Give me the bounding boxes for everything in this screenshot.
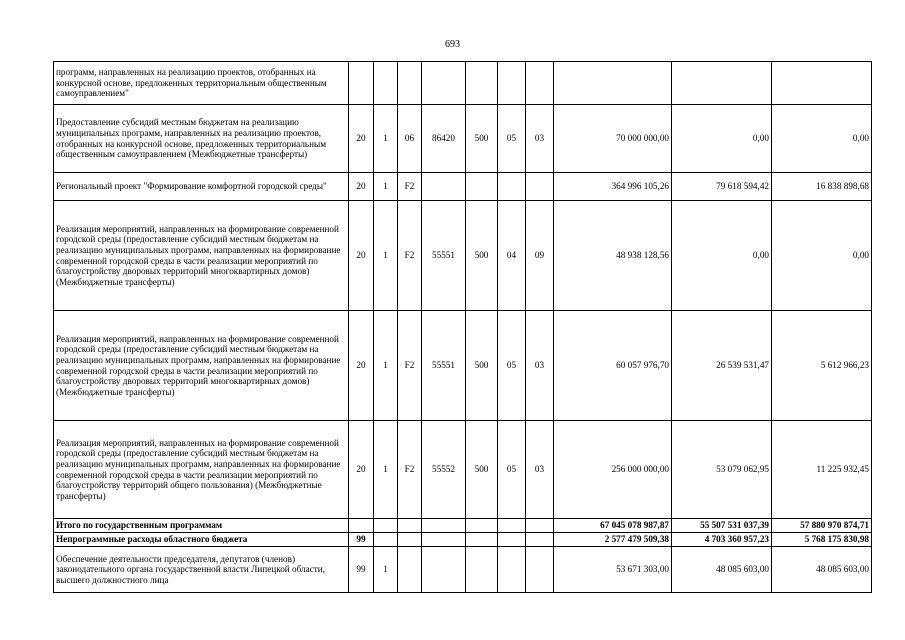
cell-amount-year1: 48 938 128,56 bbox=[554, 201, 672, 311]
cell-amount-year3: 16 838 898,68 bbox=[772, 173, 872, 201]
row-description: Региональный проект "Формирование комфортной городской среды" bbox=[54, 173, 349, 201]
cell-direction bbox=[422, 519, 466, 533]
cell-direction bbox=[422, 173, 466, 201]
page-number: 693 bbox=[445, 39, 460, 50]
cell-amount-year2: 26 539 531,47 bbox=[672, 311, 772, 421]
cell-subsection bbox=[526, 519, 554, 533]
cell-expense-type bbox=[466, 533, 498, 547]
cell-subsection: 03 bbox=[526, 421, 554, 519]
cell-amount-year2 bbox=[672, 62, 772, 105]
cell-amount-year2: 0,00 bbox=[672, 201, 772, 311]
table-row bbox=[54, 533, 872, 547]
cell-section bbox=[498, 533, 526, 547]
row-description: Реализация мероприятий, направленных на формирование современной городской среды (предоставление субсидий местным бюджетам на реализацию муниципальных программ, направленных на формирование современной городской среды в части реализации мероприятий по благоустройству дворовых территорий многоквартирных домов) (Межбюджетные трансферты) bbox=[54, 201, 349, 311]
cell-amount-year2: 4 703 360 957,23 bbox=[672, 533, 772, 547]
cell-section: 05 bbox=[498, 421, 526, 519]
cell-subsection bbox=[526, 533, 554, 547]
cell-program: 20 bbox=[349, 201, 374, 311]
cell-subprogram: 1 bbox=[374, 173, 398, 201]
cell-direction: 55551 bbox=[422, 201, 466, 311]
cell-amount-year1: 2 577 479 509,38 bbox=[554, 533, 672, 547]
table-row bbox=[54, 519, 872, 533]
cell-expense-type bbox=[466, 547, 498, 593]
cell-main-activity bbox=[398, 62, 422, 105]
cell-amount-year3 bbox=[772, 62, 872, 105]
cell-amount-year3: 5 768 175 830,98 bbox=[772, 533, 872, 547]
cell-main-activity bbox=[398, 547, 422, 593]
cell-amount-year3: 0,00 bbox=[772, 105, 872, 173]
cell-direction bbox=[422, 533, 466, 547]
cell-amount-year1: 364 996 105,26 bbox=[554, 173, 672, 201]
cell-subsection bbox=[526, 62, 554, 105]
table-row bbox=[54, 311, 872, 421]
cell-expense-type bbox=[466, 62, 498, 105]
cell-expense-type bbox=[466, 519, 498, 533]
cell-section: 05 bbox=[498, 311, 526, 421]
cell-direction: 55551 bbox=[422, 311, 466, 421]
cell-main-activity: F2 bbox=[398, 201, 422, 311]
cell-subsection: 09 bbox=[526, 201, 554, 311]
cell-amount-year1: 256 000 000,00 bbox=[554, 421, 672, 519]
cell-direction: 86420 bbox=[422, 105, 466, 173]
cell-section: 04 bbox=[498, 201, 526, 311]
cell-subprogram: 1 bbox=[374, 105, 398, 173]
cell-subsection: 03 bbox=[526, 311, 554, 421]
cell-section: 05 bbox=[498, 105, 526, 173]
cell-program bbox=[349, 519, 374, 533]
budget-table bbox=[53, 61, 872, 593]
cell-direction: 55552 bbox=[422, 421, 466, 519]
row-description: Обеспечение деятельности председателя, депутатов (членов) законодательного органа государственной власти Липецкой области, высшего должностного лица bbox=[54, 547, 349, 593]
cell-amount-year2: 79 618 594,42 bbox=[672, 173, 772, 201]
cell-program: 20 bbox=[349, 105, 374, 173]
cell-subprogram: 1 bbox=[374, 547, 398, 593]
row-description: Непрограммные расходы областного бюджета bbox=[54, 533, 349, 547]
cell-program bbox=[349, 62, 374, 105]
cell-amount-year3: 0,00 bbox=[772, 201, 872, 311]
cell-amount-year3: 5 612 966,23 bbox=[772, 311, 872, 421]
table-row bbox=[54, 201, 872, 311]
cell-amount-year2: 0,00 bbox=[672, 105, 772, 173]
cell-main-activity: 06 bbox=[398, 105, 422, 173]
cell-expense-type: 500 bbox=[466, 311, 498, 421]
cell-amount-year1: 67 045 078 987,87 bbox=[554, 519, 672, 533]
cell-subprogram: 1 bbox=[374, 421, 398, 519]
cell-main-activity: F2 bbox=[398, 173, 422, 201]
cell-subprogram: 1 bbox=[374, 201, 398, 311]
cell-amount-year1 bbox=[554, 62, 672, 105]
cell-expense-type: 500 bbox=[466, 105, 498, 173]
cell-program: 99 bbox=[349, 533, 374, 547]
cell-program: 20 bbox=[349, 421, 374, 519]
cell-amount-year2: 55 507 531 037,39 bbox=[672, 519, 772, 533]
cell-direction bbox=[422, 547, 466, 593]
cell-amount-year2: 53 079 062,95 bbox=[672, 421, 772, 519]
cell-amount-year1: 70 000 000,00 bbox=[554, 105, 672, 173]
cell-direction bbox=[422, 62, 466, 105]
cell-amount-year3: 57 880 970 874,71 bbox=[772, 519, 872, 533]
cell-subsection bbox=[526, 547, 554, 593]
cell-amount-year3: 11 225 932,45 bbox=[772, 421, 872, 519]
table-row bbox=[54, 62, 872, 105]
cell-section bbox=[498, 519, 526, 533]
cell-main-activity: F2 bbox=[398, 421, 422, 519]
row-description: Реализация мероприятий, направленных на формирование современной городской среды (предоставление субсидий местным бюджетам на реализацию муниципальных программ, направленных на формирование современной городской среды в части реализации мероприятий по благоустройству дворовых территорий многоквартирных домов) (Межбюджетные трансферты) bbox=[54, 311, 349, 421]
cell-subsection: 03 bbox=[526, 105, 554, 173]
row-description: Предоставление субсидий местным бюджетам на реализацию муниципальных программ, направленных на реализацию проектов, отобранных на конкурсной основе, предложенных территориальным общественным самоуправлением (Межбюджетные трансферты) bbox=[54, 105, 349, 173]
cell-expense-type: 500 bbox=[466, 201, 498, 311]
cell-amount-year2: 48 085 603,00 bbox=[672, 547, 772, 593]
cell-program: 20 bbox=[349, 311, 374, 421]
cell-program: 99 bbox=[349, 547, 374, 593]
cell-expense-type bbox=[466, 173, 498, 201]
cell-amount-year3: 48 085 603,00 bbox=[772, 547, 872, 593]
row-description: Реализация мероприятий, направленных на формирование современной городской среды (предоставление субсидий местным бюджетам на реализацию муниципальных программ, направленных на формирование современной городской среды в части реализации мероприятий по благоустройству территорий общего пользования) (Межбюджетные трансферты) bbox=[54, 421, 349, 519]
row-description: программ, направленных на реализацию проектов, отобранных на конкурсной основе, предложенных территориальным общественным самоуправлением" bbox=[54, 62, 349, 105]
cell-subprogram bbox=[374, 533, 398, 547]
cell-section bbox=[498, 173, 526, 201]
cell-main-activity bbox=[398, 533, 422, 547]
table-row bbox=[54, 173, 872, 201]
cell-expense-type: 500 bbox=[466, 421, 498, 519]
cell-section bbox=[498, 62, 526, 105]
cell-amount-year1: 53 671 303,00 bbox=[554, 547, 672, 593]
cell-main-activity: F2 bbox=[398, 311, 422, 421]
table-row bbox=[54, 421, 872, 519]
table-row bbox=[54, 547, 872, 593]
table-row bbox=[54, 105, 872, 173]
cell-program: 20 bbox=[349, 173, 374, 201]
cell-subprogram: 1 bbox=[374, 311, 398, 421]
cell-amount-year1: 60 057 976,70 bbox=[554, 311, 672, 421]
cell-section bbox=[498, 547, 526, 593]
cell-subprogram bbox=[374, 62, 398, 105]
cell-main-activity bbox=[398, 519, 422, 533]
row-description: Итого по государственным программам bbox=[54, 519, 349, 533]
cell-subprogram bbox=[374, 519, 398, 533]
budget-table-body bbox=[54, 62, 872, 593]
cell-subsection bbox=[526, 173, 554, 201]
